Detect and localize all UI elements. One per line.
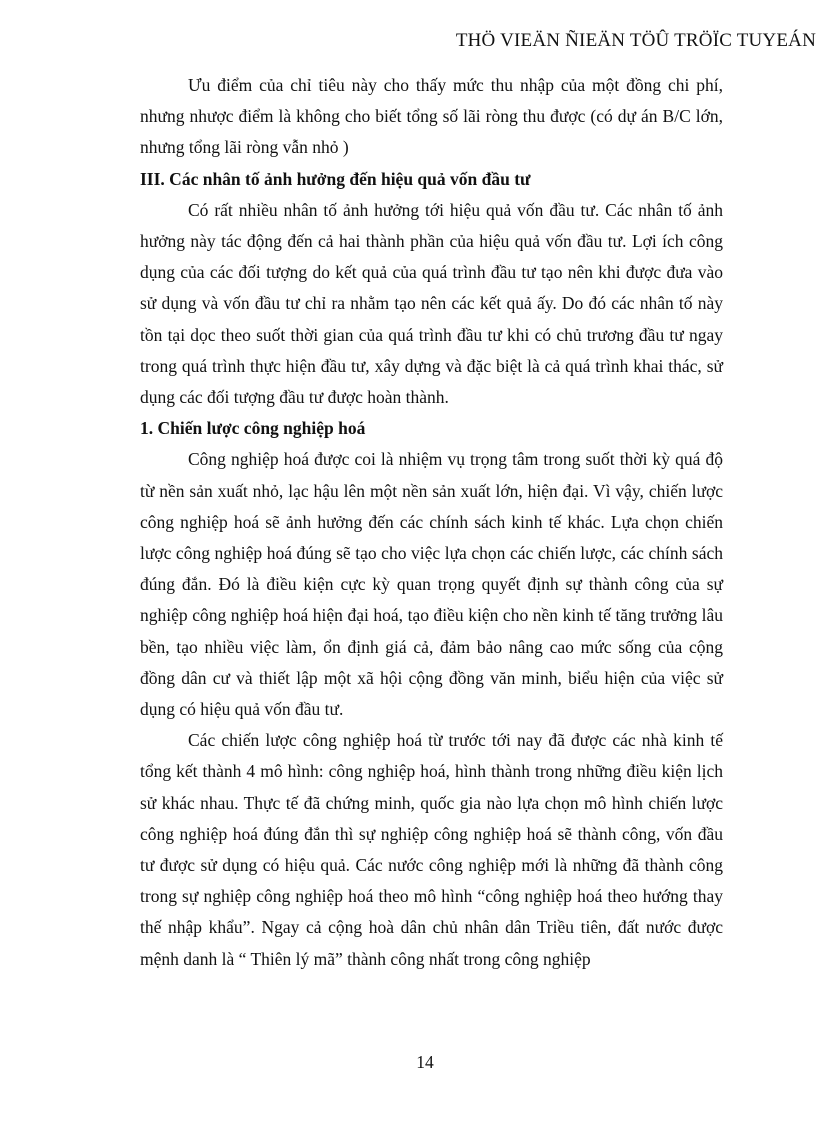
subsection-heading-industrialization: 1. Chiến lược công nghiệp hoá xyxy=(140,418,366,439)
paragraph-industrialization-models: Các chiến lược công nghiệp hoá từ trước tới nay đã được các nhà kinh tế tổng kết thành 4 mô hình: công nghiệp hoá, hình thành trong những điều kiện lịch sử khác nhau. Thực tế đã chứng minh, quốc gia nào lựa chọn mô hình chiến lược công nghiệp hoá đúng đắn thì sự nghiệp công nghiệp hoá sẽ thành công, vốn đầu tư được sử dụng có hiệu quả. Các nước công nghiệp mới là những đã thành công trong sự nghiệp công nghiệp hoá theo mô hình “công nghiệp hoá theo hướng thay thế nhập khẩu”. Ngay cả cộng hoà dân chủ nhân dân Triều tiên, đất nước được mệnh danh là “ Thiên lý mã” thành công nhất trong công nghiệp xyxy=(140,730,723,969)
page-number: 14 xyxy=(416,1052,434,1072)
section-heading-factors: III. Các nhân tố ảnh hưởng đến hiệu quả vốn đầu tư xyxy=(140,168,531,189)
paragraph-factors-intro: Có rất nhiều nhân tố ảnh hưởng tới hiệu quả vốn đầu tư. Các nhân tố ảnh hưởng này tác động đến cả hai thành phần của hiệu quả vốn đầu tư. Lợi ích công dụng của các đối tượng do kết quả của quá trình đầu tư tạo nên khi được đưa vào sử dụng và vốn đầu tư chỉ ra nhằm tạo nên các kết quả ấy. Do đó các nhân tố này tồn tại dọc theo suốt thời gian của quá trình đầu tư khi có chủ trương đầu tư ngay trong quá trình thực hiện đầu tư, xây dựng và đặc biệt là cả quá trình khai thác, sử dụng các đối tượng đầu tư được hoàn thành. xyxy=(140,199,723,408)
page-header: THÖ VIEÄN ÑIEÄN TÖÛ TRÖÏC TUYEÁN xyxy=(455,30,816,51)
document-body xyxy=(140,70,723,975)
paragraph-industrialization: Công nghiệp hoá được coi là nhiệm vụ trọng tâm trong suốt thời kỳ quá độ từ nền sản xuất nhỏ, lạc hậu lên một nền sản xuất lớn, hiện đại. Vì vậy, chiến lược công nghiệp hoá sẽ ảnh hưởng đến các chính sách kinh tế khác. Lựa chọn chiến lược công nghiệp hoá đúng sẽ tạo cho việc lựa chọn các chiến lược, các chính sách đúng đắn. Đó là điều kiện cực kỳ quan trọng quyết định sự thành công của sự nghiệp công nghiệp hoá hiện đại hoá, tạo điều kiện cho nền kinh tế tăng trưởng lâu bền, tạo nhiều việc làm, ổn định giá cả, đảm bảo nâng cao mức sống của cộng đồng dân cư và thiết lập một xã hội cộng đồng văn minh, biểu hiện của việc sử dụng có hiệu quả vốn đầu tư. xyxy=(140,449,723,720)
paragraph-bc-ratio: Ưu điểm của chỉ tiêu này cho thấy mức thu nhập của một đồng chi phí, nhưng nhược điểm là không cho biết tổng số lãi ròng thu được (có dự án B/C lớn, nhưng tổng lãi ròng vẫn nhỏ ) xyxy=(140,75,723,158)
